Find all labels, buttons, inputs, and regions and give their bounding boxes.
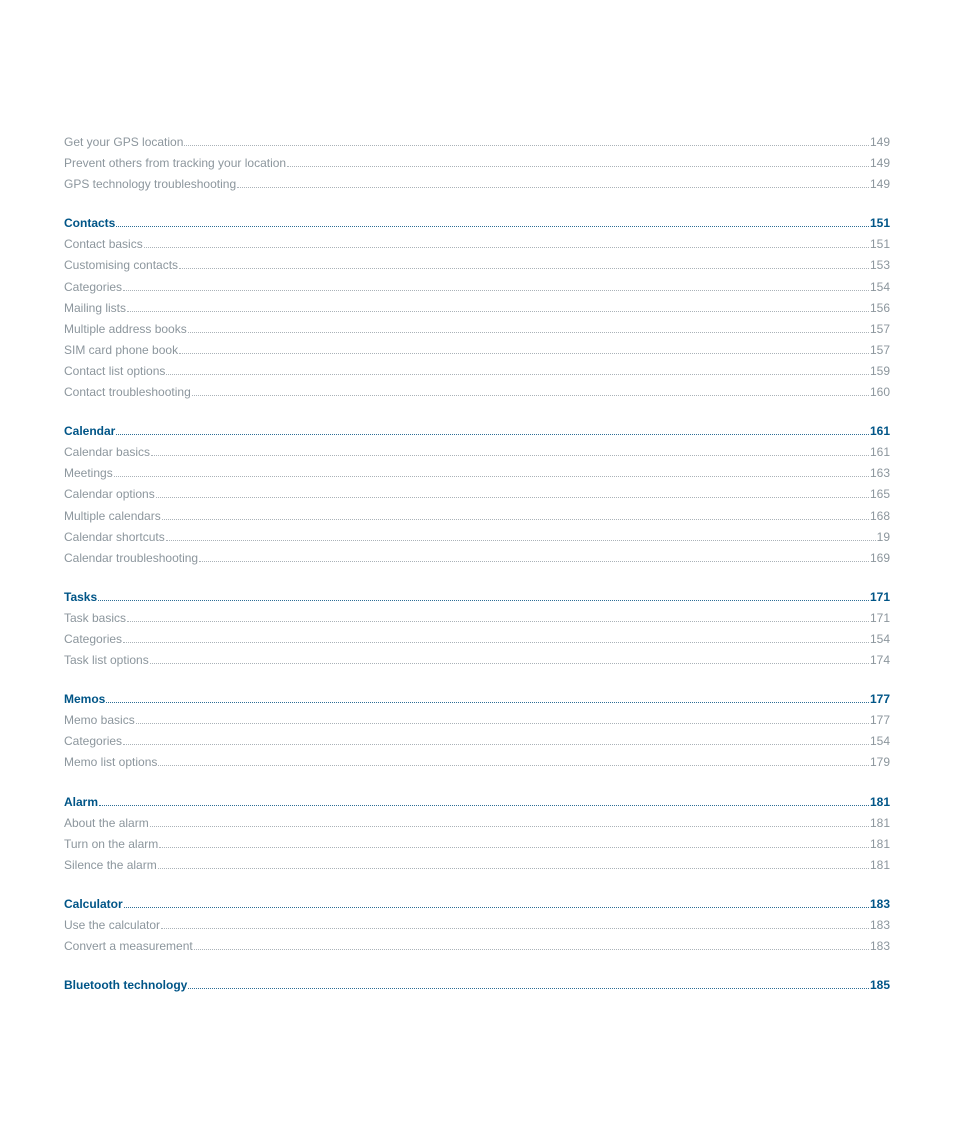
toc-entry-title: GPS technology troubleshooting [64, 177, 237, 192]
toc-page-number: 156 [869, 300, 890, 315]
toc-page-number: 157 [869, 321, 890, 336]
toc-entry-title: SIM card phone book [64, 342, 179, 357]
toc-page-number: 171 [869, 610, 890, 625]
toc-entry-title: Multiple address books [64, 321, 187, 336]
toc-entry[interactable] [64, 234, 890, 255]
toc-entry-title: Memos [64, 692, 106, 707]
toc-entry-title: Multiple calendars [64, 508, 161, 523]
dot-leader [127, 311, 869, 312]
toc-entry-title: Task list options [64, 653, 149, 668]
dot-leader [106, 702, 869, 703]
toc-entry-title: Task basics [64, 610, 127, 625]
dot-leader [161, 928, 869, 929]
toc-entry[interactable] [64, 915, 890, 936]
dot-leader [179, 268, 869, 269]
toc-entry[interactable] [64, 752, 890, 773]
toc-page-number: 154 [869, 631, 890, 646]
toc-entry[interactable] [64, 608, 890, 629]
toc-entry[interactable] [64, 174, 890, 195]
toc-entry-title: Contact list options [64, 363, 166, 378]
toc-entry[interactable] [64, 382, 890, 403]
dot-leader [144, 247, 869, 248]
toc-page-number: 171 [869, 589, 890, 604]
dot-leader [166, 374, 869, 375]
toc-entry-title: Contacts [64, 216, 116, 231]
toc-entry-title: Turn on the alarm [64, 836, 159, 851]
toc-entry-title: Calendar options [64, 487, 155, 502]
toc-entry-title: Categories [64, 279, 123, 294]
toc-section-heading[interactable] [64, 894, 890, 915]
dot-leader [192, 395, 869, 396]
toc-page-number: 151 [869, 237, 890, 252]
dot-leader [158, 868, 869, 869]
toc-entry[interactable] [64, 650, 890, 671]
toc-entry-title: Calendar [64, 424, 116, 439]
dot-leader [150, 663, 869, 664]
dot-leader [123, 290, 869, 291]
dot-leader [166, 540, 876, 541]
toc-entry[interactable] [64, 548, 890, 569]
toc-entry[interactable] [64, 506, 890, 527]
toc-page-number: 149 [869, 177, 890, 192]
toc-page-number: 177 [869, 713, 890, 728]
toc-entry-title: Use the calculator [64, 918, 161, 932]
toc-entry-title: Silence the alarm [64, 857, 157, 872]
dot-leader [188, 332, 869, 333]
toc-entry-title: About the alarm [64, 815, 149, 830]
toc-page-number: 151 [869, 216, 890, 231]
dot-leader [150, 826, 869, 827]
toc-entry-title: Calendar shortcuts [64, 529, 165, 544]
toc-entry-title: Meetings [64, 466, 113, 481]
dot-leader [159, 847, 869, 848]
toc-entry-title: Tasks [64, 589, 98, 604]
toc-section-heading[interactable] [64, 689, 890, 710]
toc-page-number: 160 [869, 385, 890, 400]
toc-entry-title: Convert a measurement [64, 939, 193, 954]
toc-group [64, 213, 890, 403]
toc-page-number: 19 [876, 529, 890, 544]
toc-entry[interactable] [64, 813, 890, 834]
toc-page-number: 161 [869, 424, 890, 439]
toc-entry[interactable] [64, 442, 890, 463]
toc-entry-title: Memo basics [64, 713, 135, 728]
toc-entry-title: Bluetooth technology [64, 978, 188, 993]
toc-entry[interactable] [64, 855, 890, 876]
toc-entry[interactable] [64, 319, 890, 340]
dot-leader [99, 805, 869, 806]
table-of-contents [64, 132, 890, 1014]
toc-entry-title: Alarm [64, 794, 99, 809]
toc-page-number: 181 [869, 794, 890, 809]
toc-entry-title: Categories [64, 631, 123, 646]
toc-page-number: 169 [869, 550, 890, 565]
toc-entry[interactable] [64, 834, 890, 855]
dot-leader [98, 600, 869, 601]
toc-entry[interactable] [64, 361, 890, 382]
toc-entry-title: Calendar basics [64, 445, 151, 460]
dot-leader [116, 226, 869, 227]
toc-group [64, 587, 890, 671]
toc-page-number: 159 [869, 363, 890, 378]
toc-entry[interactable] [64, 277, 890, 298]
toc-page-number: 163 [869, 466, 890, 481]
toc-entry-title: Mailing lists [64, 300, 127, 315]
toc-entry-title: Contact basics [64, 237, 143, 252]
dot-leader [127, 621, 869, 622]
toc-section-heading[interactable] [64, 792, 890, 813]
toc-group [64, 975, 890, 996]
toc-page-number: 183 [869, 896, 890, 911]
dot-leader [156, 497, 869, 498]
toc-section-heading[interactable] [64, 975, 890, 996]
toc-page-number: 149 [869, 135, 890, 149]
toc-entry[interactable] [64, 731, 890, 752]
toc-group [64, 689, 890, 773]
dot-leader [114, 476, 869, 477]
toc-page-number: 185 [869, 978, 890, 993]
toc-entry[interactable] [64, 463, 890, 484]
toc-entry-title: Memo list options [64, 755, 158, 770]
dot-leader [136, 723, 869, 724]
toc-entry[interactable] [64, 153, 890, 174]
toc-entry-title: Categories [64, 734, 123, 749]
toc-entry[interactable] [64, 340, 890, 361]
toc-page-number: 153 [869, 258, 890, 273]
dot-leader [184, 145, 869, 146]
toc-entry-title: Calendar troubleshooting [64, 550, 199, 565]
dot-leader [123, 642, 869, 643]
toc-page-number: 181 [869, 836, 890, 851]
toc-page-number: 183 [869, 939, 890, 954]
toc-section-heading[interactable] [64, 213, 890, 234]
toc-page-number: 174 [869, 653, 890, 668]
toc-page-number: 149 [869, 156, 890, 171]
toc-entry-title: Get your GPS location [64, 135, 184, 149]
dot-leader [199, 561, 869, 562]
toc-group [64, 894, 890, 957]
dot-leader [124, 907, 869, 908]
toc-entry[interactable] [64, 710, 890, 731]
dot-leader [194, 949, 869, 950]
toc-page-number: 179 [869, 755, 890, 770]
toc-page-number: 161 [869, 445, 890, 460]
toc-entry[interactable] [64, 255, 890, 276]
dot-leader [188, 988, 869, 989]
toc-page-number: 177 [869, 692, 890, 707]
toc-entry[interactable] [64, 132, 890, 153]
dot-leader [162, 519, 869, 520]
toc-entry-title: Customising contacts [64, 258, 179, 273]
toc-page-number: 165 [869, 487, 890, 502]
toc-group [64, 132, 890, 195]
dot-leader [123, 744, 869, 745]
toc-entry[interactable] [64, 936, 890, 957]
toc-entry-title: Calculator [64, 896, 123, 911]
dot-leader [151, 455, 869, 456]
dot-leader [287, 166, 869, 167]
dot-leader [237, 187, 869, 188]
toc-page-number: 168 [869, 508, 890, 523]
dot-leader [158, 765, 869, 766]
toc-section-heading[interactable] [64, 421, 890, 442]
toc-page-number: 157 [869, 342, 890, 357]
toc-entry[interactable] [64, 527, 890, 548]
toc-section-heading[interactable] [64, 587, 890, 608]
dot-leader [179, 353, 869, 354]
toc-page-number: 181 [869, 815, 890, 830]
toc-page-number: 154 [869, 734, 890, 749]
toc-entry[interactable] [64, 298, 890, 319]
toc-entry-title: Prevent others from tracking your location [64, 156, 287, 171]
toc-group [64, 421, 890, 569]
dot-leader [116, 434, 869, 435]
toc-entry-title: Contact troubleshooting [64, 385, 191, 400]
toc-page-number: 181 [869, 857, 890, 872]
toc-entry[interactable] [64, 484, 890, 505]
toc-page-number: 154 [869, 279, 890, 294]
toc-entry[interactable] [64, 629, 890, 650]
toc-page-number: 183 [869, 918, 890, 932]
toc-group [64, 792, 890, 876]
